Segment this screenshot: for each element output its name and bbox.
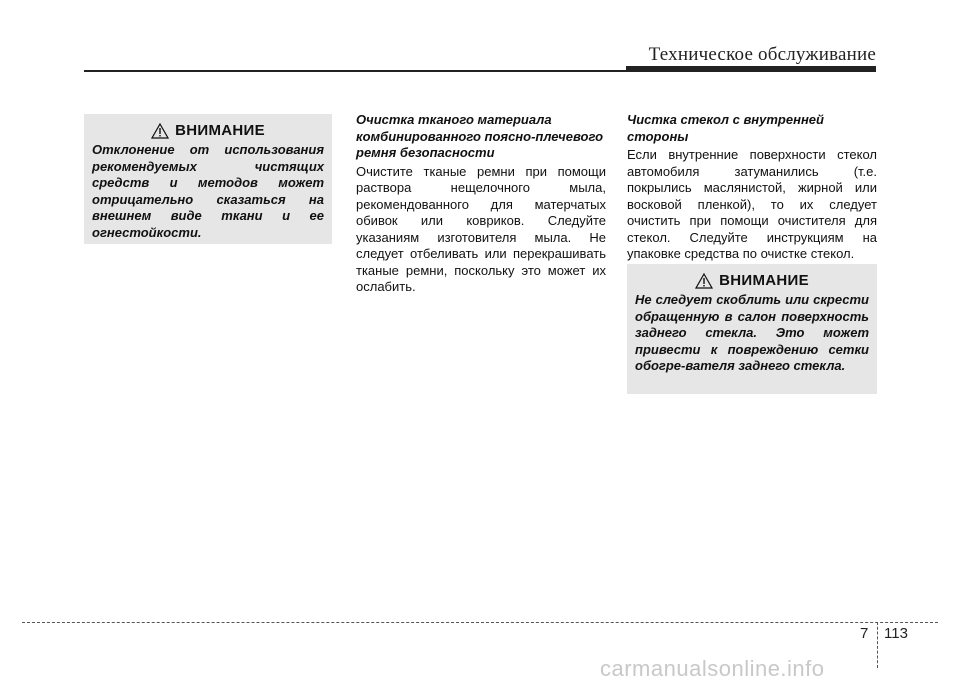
watermark: carmanualsonline.info xyxy=(600,656,825,681)
footer-rule xyxy=(22,622,938,623)
section-title: Техническое обслуживание xyxy=(648,44,876,65)
warning-header xyxy=(635,272,869,289)
warning-box-fabric xyxy=(84,114,332,244)
warning-text: Не следует скоблить или скрести обращенную в салон поверхность заднего стекла. Это может привести к повреждению сетки обогре-вателя заднего стекла. xyxy=(635,292,869,373)
warning-box-rear-glass xyxy=(627,264,877,394)
section-belt-cleaning xyxy=(356,112,606,296)
section-body: Если внутренние поверхности стекол автомобиля затуманились (т.е. покрылись маслянистой, жирной или восковой пленкой), то их следует очистить при помощи очистителя для стекол. Следуйте инструкциям на упаковке средства по очистке стекол. xyxy=(627,147,877,261)
warning-title: ВНИМАНИЕ xyxy=(175,122,265,139)
section-glass-cleaning xyxy=(627,112,877,263)
section-heading: Очистка тканого материала комбинированного поясно-плечевого ремня безопасности xyxy=(356,112,604,160)
chapter-number: 7 xyxy=(860,625,869,642)
footer-divider xyxy=(877,622,878,668)
warning-text: Отклонение от использования рекомендуемых чистящих средств и методов может отрицательно сказаться на внешнем виде ткани и ее огнестойкости. xyxy=(92,142,324,240)
warning-title: ВНИМАНИЕ xyxy=(719,272,809,289)
section-heading: Чистка стекол с внутренней стороны xyxy=(627,112,824,144)
header-bar xyxy=(626,66,876,72)
warning-triangle-icon xyxy=(695,273,713,289)
section-body: Очистите тканые ремни при помощи раствора нещелочного мыла, рекомендованного для матерчатых обивок или ковриков. Следуйте указаниям изготовителя мыла. Не следует отбеливать или перекрашивать тканые ремни, поскольку это может их ослабить. xyxy=(356,163,606,294)
warning-header xyxy=(92,122,324,139)
warning-triangle-icon xyxy=(151,123,169,139)
page-number: 113 xyxy=(884,625,908,642)
